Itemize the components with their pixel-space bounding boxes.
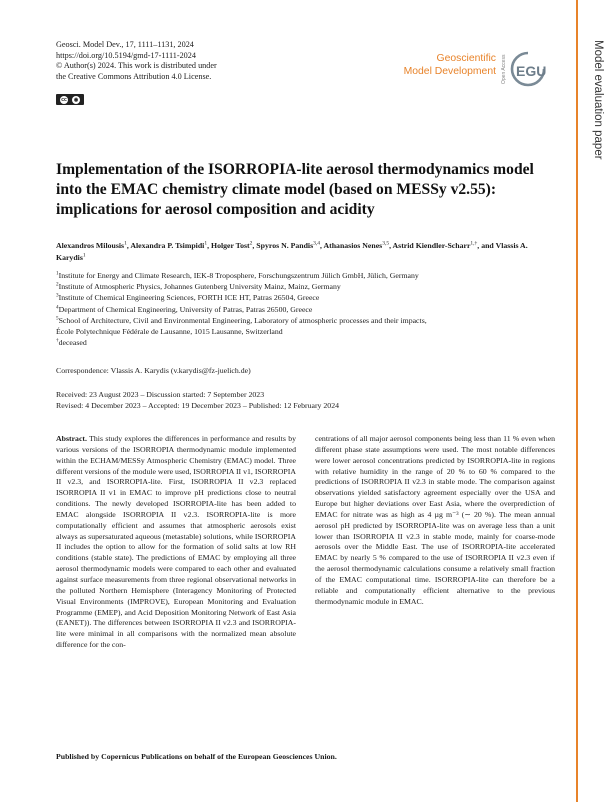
author-name: Alexandra P. Tsimpidi: [130, 241, 205, 250]
affiliation-text: Institute of Atmospheric Physics, Johannes Gutenberg University Mainz, Mainz, Germany: [58, 282, 341, 292]
publisher-footer: Published by Copernicus Publications on behalf of the European Geosciences Union.: [56, 752, 337, 761]
author-separator: ,: [207, 241, 211, 250]
affiliation-item: [56, 315, 556, 326]
svg-text:Open Access: Open Access: [501, 54, 507, 84]
affiliation-text: Institute for Energy and Climate Research, IEK-8 Troposphere, Forschungszentrum Jülich GmbH, Jülich, Germany: [58, 271, 419, 280]
copyright-line: © Author(s) 2024. This work is distributed under: [56, 61, 217, 71]
author-separator: ,: [320, 241, 324, 250]
affiliation-item: [56, 304, 556, 315]
affiliation-text: deceased: [58, 338, 87, 348]
received-date-line: Received: 23 August 2023 – Discussion started: 7 September 2023: [56, 390, 265, 399]
doi-link[interactable]: https://doi.org/10.5194/gmd-17-1111-2024: [56, 50, 196, 60]
affiliation-item: [56, 281, 556, 292]
affiliation-marker: 5: [56, 315, 59, 322]
affiliation-text: Institute of Chemical Engineering Sciences, FORTH ICE HT, Patras 26504, Greece: [58, 293, 320, 303]
author-separator: , and: [477, 241, 496, 250]
journal-name: [392, 52, 496, 78]
author-name: Alexandros Milousis: [56, 241, 125, 250]
open-access-icon: [499, 54, 507, 86]
author-list: [56, 240, 556, 264]
paper-type-label: Model evaluation paper: [592, 40, 604, 160]
abstract-text-right: centrations of all major aerosol components being less than 11 % even when different phase state assumptions were used. The most notable differences were lower aerosol concentrations predicted by ISORROPIA-lite in regions with relative humidity in the range of 20 % to 60 % compared to the predictions of ISORROPIA II v2.3 in stable mode. The comparison against observations yielded satisfactory agreement especially over the USA and Europe but higher deviations over East Asia, where the overprediction of EMAC for nitrate was as high as 4 µg m⁻³ (∼ 20 %). The mean annual aerosol pH predicted by ISORROPIA-lite was on average less than a unit lower than ISORROPIA II v2.3 in stable mode, mainly for coarse-mode aerosols over the Middle East. The use of ISORROPIA-lite accelerated EMAC by nearly 5 % compared to the use of ISORROPIA II v2.3 even if the aerosol thermodynamic calculations consume a relatively small fraction of the EMAC computational time. ISORROPIA-lite can therefore be a reliable and computationally efficient alternative to the previous thermodynamic module in EMAC.: [315, 434, 555, 606]
publication-dates: [56, 389, 339, 411]
author-affiliation-marker: 1: [204, 240, 208, 247]
svg-text:EGU: EGU: [516, 63, 547, 79]
author-name: Holger Tost: [211, 241, 250, 250]
author-name: Astrid Kiendler-Scharr: [392, 241, 471, 250]
author-affiliation-marker: 1,†: [470, 240, 478, 247]
affiliation-text: School of Architecture, Civil and Environmental Engineering, Laboratory of atmospheric processes and their impacts,: [58, 315, 427, 325]
article-metadata: [56, 40, 217, 82]
cc-license-badge-icon[interactable]: [56, 94, 84, 105]
author-affiliation-marker: 3,4: [313, 240, 321, 247]
abstract-text-left: This study explores the differences in performance and results by various versions of the ISORROPIA thermodynamic module implemented within the ECHAM/MESSy Atmospheric Chemistry (EMAC) model. Three different versions of the module were used, ISORROPIA II v1, ISORROPIA II v2.3, and ISORROPIA-lite. First, ISORROPIA II v2.3 replaced ISORROPIA II v1 in EMAC to improve pH predictions close to neutral conditions. The newly developed ISORROPIA-lite has been added to EMAC alongside ISORROPIA II v2.3. ISORROPIA-lite is more computationally efficient and assumes that atmospheric aerosols exist always as supersaturated aqueous (metastable) solutions, while ISORROPIA II includes the option to allow for the formation of solid salts at low RH conditions (stable state). The predictions of EMAC by employing all three aerosol thermodynamic models were compared to each other and evaluated against surface measurements from three regional observational networks in the polluted Northern Hemisphere (Interagency Monitoring of Protected Visual Environments (IMPROVE), European Monitoring and Evaluation Programme (EMEP), and Acid Deposition Monitoring Network of East Asia (EANET)). The differences between ISORROPIA II v2.3 and ISORROPIA-lite were minimal in all comparisons with the normalized mean absolute difference for the con-: [56, 434, 296, 650]
affiliation-list: [56, 270, 556, 348]
affiliation-marker: 1: [56, 270, 59, 277]
accent-side-rule: [576, 0, 578, 802]
journal-reference: Geosci. Model Dev., 17, 1111–1131, 2024: [56, 40, 194, 49]
abstract-label: Abstract.: [56, 434, 87, 443]
published-date-line: Revised: 4 December 2023 – Accepted: 19 December 2023 – Published: 12 February 2024: [56, 401, 340, 411]
author-affiliation-marker: 2: [249, 240, 253, 247]
paper-title: Implementation of the ISORROPIA-lite aerosol thermodynamics model into the EMAC chemistry climate model (based on MESSy v2.55): implications for aerosol composition and acidity: [56, 161, 534, 218]
abstract-column-left: [56, 434, 296, 651]
author-separator: ,: [126, 241, 131, 250]
affiliation-marker: †: [56, 337, 59, 344]
author-affiliation-marker: 1: [82, 252, 86, 259]
affiliation-marker: 3: [56, 292, 59, 299]
journal-name-line2: Model Development: [403, 66, 496, 77]
affiliation-item: [56, 337, 556, 348]
affiliation-item: [56, 326, 556, 337]
author-name: Vlassis A. Karydis: [56, 241, 528, 262]
license-line: the Creative Commons Attribution 4.0 License.: [56, 71, 212, 81]
egu-logo-icon: [508, 50, 548, 88]
author-name: Spyros N. Pandis: [256, 241, 314, 250]
abstract-column-right: [315, 434, 555, 608]
affiliation-marker: 4: [56, 304, 59, 311]
affiliation-marker: 2: [56, 281, 59, 288]
affiliation-text: Department of Chemical Engineering, University of Patras, Patras 26500, Greece: [58, 304, 313, 314]
author-separator: ,: [389, 241, 393, 250]
author-affiliation-marker: 3,5: [382, 240, 390, 247]
journal-name-line1: Geoscientific: [436, 53, 496, 64]
affiliation-text: École Polytechnique Fédérale de Lausanne, 1015 Lausanne, Switzerland: [56, 327, 283, 337]
author-name: Athanasios Nenes: [323, 241, 383, 250]
author-affiliation-marker: 1: [124, 240, 127, 247]
journal-logo: [392, 48, 547, 90]
author-separator: ,: [252, 241, 257, 250]
by-glyph: ◉: [73, 96, 79, 103]
affiliation-item: [56, 292, 556, 303]
correspondence-line: Correspondence: Vlassis A. Karydis (v.karydis@fz-juelich.de): [56, 366, 251, 375]
affiliation-item: [56, 270, 556, 281]
cc-glyph: cc: [61, 96, 67, 103]
